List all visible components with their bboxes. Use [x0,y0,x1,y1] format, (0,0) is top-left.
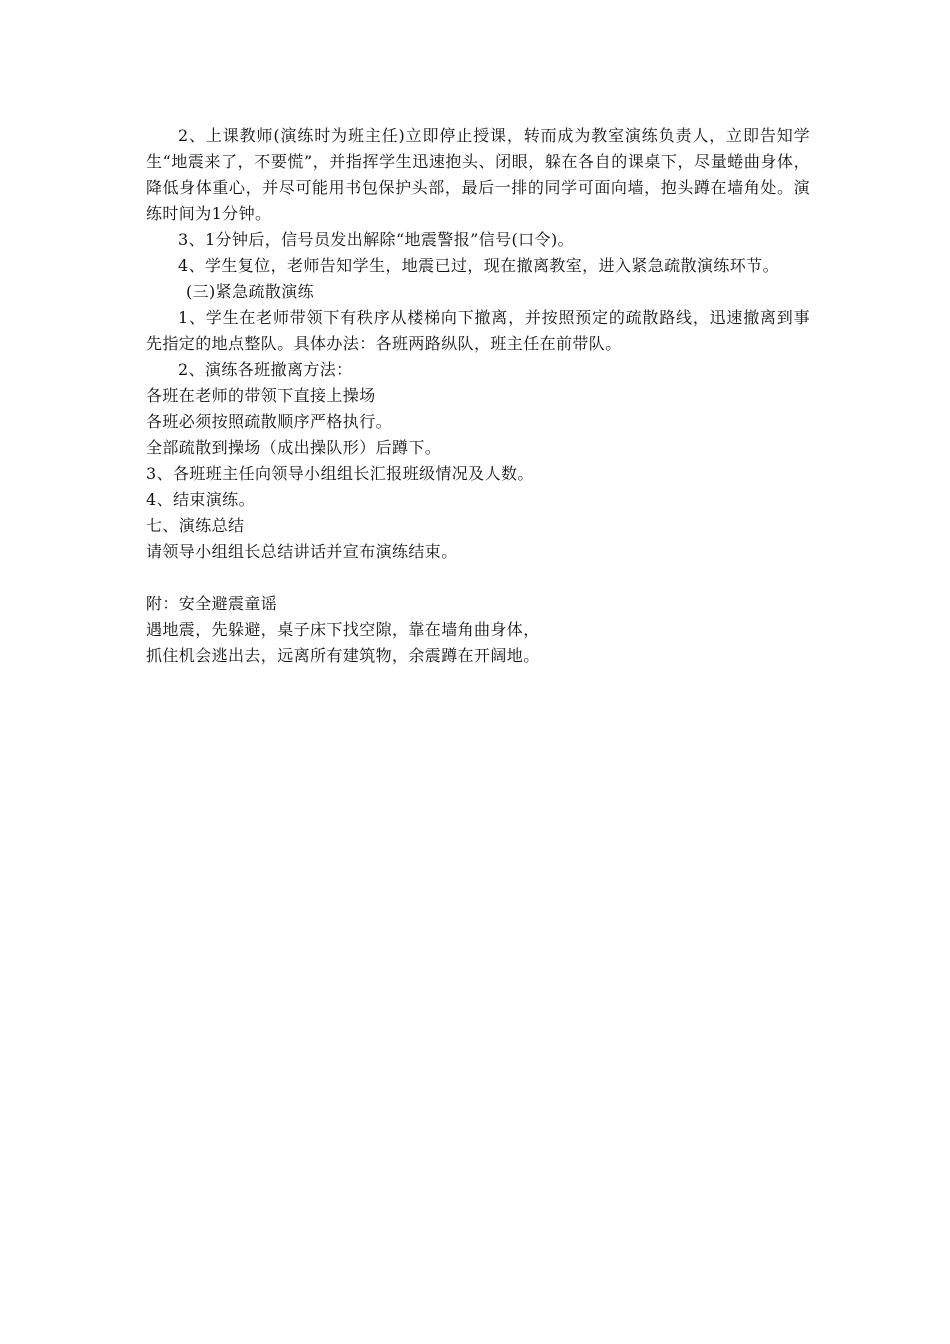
rhyme-line-1: 遇地震，先躲避，桌子床下找空隙，靠在墙角曲身体， [146,620,540,639]
paragraph-students-reset: 4、学生复位，老师告知学生，地震已过，现在撤离教室，进入紧急疏散演练环节。 [178,256,779,275]
paragraph-alarm-release: 3、1分钟后，信号员发出解除“地震警报”信号(口令)。 [178,230,575,249]
line-go-to-playground: 各班在老师的带领下直接上操场 [146,386,376,405]
appendix-title: 附：安全避震童谣 [146,594,278,613]
paragraph-evacuation-method: 2、演练各班撤离方法： [178,360,353,379]
rhyme-line-2: 抓住机会逃出去，远离所有建筑物，余震蹲在开阔地。 [146,646,540,665]
line-report-headcount: 3、各班班主任向领导小组组长汇报班级情况及人数。 [146,464,534,483]
document-body [146,123,810,669]
line-squat-down: 全部疏散到操场（成出操队形）后蹲下。 [146,438,442,457]
paragraph-teacher-instructions: 2、上课教师(演练时为班主任)立即停止授课，转而成为教室演练负责人，立即告知学生“地震来了，不要慌”，并指挥学生迅速抱头、闭眼，躲在各自的课桌下，尽量蜷曲身体，降低身体重心，并尽可能用书包保护头部，最后一排的同学可面向墙，抱头蹲在墙角处。演练时间为1分钟。 [146,126,810,223]
line-leader-summary: 请领导小组组长总结讲话并宣布演练结束。 [146,542,458,561]
section-heading-evacuation: (三)紧急疏散演练 [186,282,315,301]
spacer [146,565,810,591]
line-end-drill: 4、结束演练。 [146,490,255,509]
paragraph-evacuation-order: 1、学生在老师带领下有秩序从楼梯向下撤离，并按照预定的疏散路线，迅速撤离到事先指定的地点整队。具体办法：各班两路纵队，班主任在前带队。 [146,308,810,353]
line-follow-order: 各班必须按照疏散顺序严格执行。 [146,412,393,431]
section-heading-summary: 七、演练总结 [146,516,245,535]
